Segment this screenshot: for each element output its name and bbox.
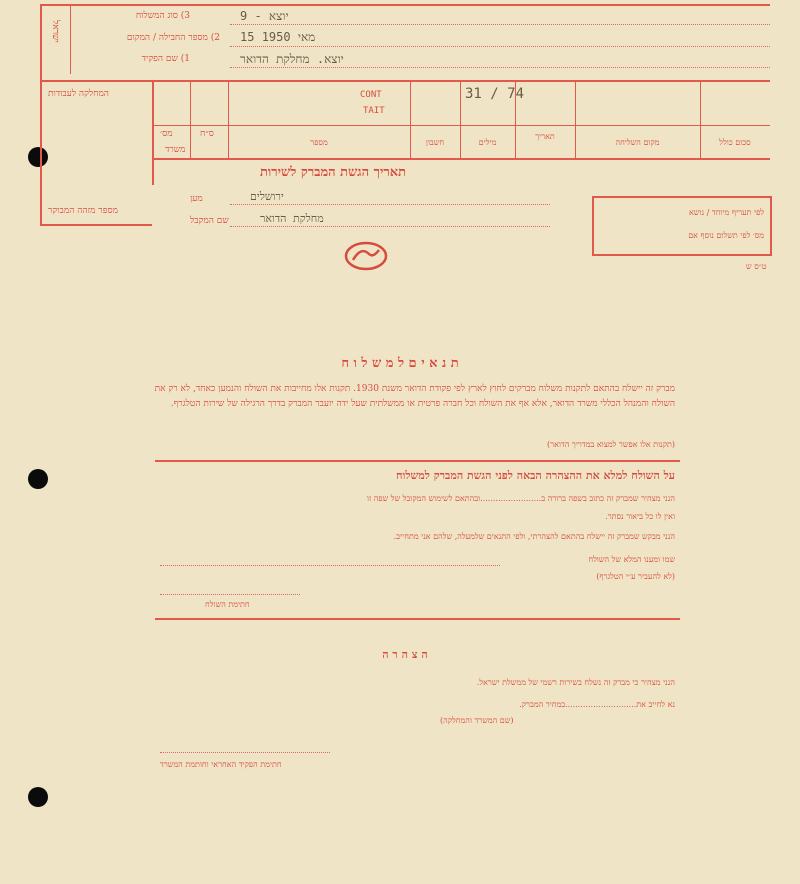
addr-label: שם המקבל xyxy=(190,216,229,226)
name-value: ירושלים xyxy=(250,190,284,203)
declaration-l1: הנני מצהיר שמברק זה כתוב בשפה ברורה ב........................ובהתאם לשימוש המקובל של שפה זו xyxy=(366,494,675,503)
stamp-box xyxy=(592,196,772,256)
date-col-top: CONT xyxy=(360,90,382,100)
vertical-label: ישראל xyxy=(50,20,60,43)
tsahara-l1: הנני מצהיר כי מברק זה נשלח בשירות רשמי של ממשלת ישראל. xyxy=(476,678,675,687)
sub-nr: מס׳ xyxy=(160,129,173,139)
bottom-cell-5: סכום כולל xyxy=(719,138,751,147)
office-label: משרד xyxy=(165,145,186,155)
declaration-l2: ואין לו כל ביאור נסתר. xyxy=(605,512,675,521)
main-title: תאריך הגשת המברק לשירות xyxy=(260,165,407,180)
bottom-cell-3: תאריך xyxy=(535,132,555,141)
date-value: 31 / 74 xyxy=(465,86,525,102)
declaration-l5: (לא להעביר ע״י הטלגרף) xyxy=(596,572,675,581)
declaration-title: על השולח למלא את ההצהרה הבאה לפני הגשת המברק למשלוח xyxy=(396,469,675,482)
tsahara-l2: נא לחייב את............................במחיר המברק. xyxy=(519,700,675,709)
postal-seal-icon xyxy=(343,240,389,272)
bottom-cell-4: מקום השליחה xyxy=(615,138,660,147)
declaration-l4: שמו ומענו המלא של השולח xyxy=(588,555,675,564)
top-row3-value: יוצא - 9 xyxy=(240,9,289,23)
top-row1-value: יוצא. מחלקת הדואר xyxy=(240,52,344,66)
declaration-sig: חתימת השולח xyxy=(205,600,250,609)
bottom-cell-0: מספר xyxy=(310,138,328,147)
punch-hole-bottom xyxy=(28,787,48,807)
conditions-title: ת נ א י ם ל מ ש ל ו ח xyxy=(341,356,459,371)
tsahara-l3: (שם המשרד והמחלקה) xyxy=(440,716,514,725)
date-col-sub: TAIT xyxy=(363,106,385,116)
top-row2-value: 15 מאי 1950 xyxy=(240,30,316,44)
bottom-cell-1: חשבון xyxy=(425,138,445,147)
tsahara-title: ה צ ה ר ה xyxy=(382,648,428,661)
tsahara-sig: חתימת הפקיד האחראי וחותמת המשרד xyxy=(160,760,282,769)
addr-value: מחלקת הדואר xyxy=(260,212,324,225)
form-code: ט״ס ש xyxy=(746,262,767,271)
bottom-cell-2: מילים xyxy=(478,138,497,147)
top-row2-label: 2) מספר החבילה / המקום xyxy=(126,33,220,43)
conditions-p1: מברק זה יישלח בהתאם לתקנות משלוח מברקים לחוץ לארץ לפי פקודת הדואר משנת 1930. תקנות אלו מחייבות את השולח והנמען כאחד, לא רק את השולח והמנהל הכללי משרד הדואר, אלא אף את השולח וכל חברה פרטית או ממשלתית שעל ידה יועבר המברק בדרך הרגילה של שירות הטלגרף. xyxy=(154,384,675,409)
stamp-line1: לפי תעריף מיוחד / נושא xyxy=(688,208,764,217)
declaration-l3: הנני מבקש שמברק זה יישלח בהתאם להצהרתי, ולפי התנאים שלמעלה, שלהם אני מתחייב. xyxy=(393,532,675,541)
side-label: מספר מזהה המבוקר xyxy=(48,206,118,216)
stamp-line2: מס׳ לפי תשלום נוסף אם xyxy=(688,231,764,240)
punch-hole-middle xyxy=(28,469,48,489)
punch-hole-top xyxy=(28,147,48,167)
header-left-label: המחלקה לעבודות xyxy=(48,89,109,99)
sub-ch: ס״ח xyxy=(200,129,214,139)
conditions-p2: (תקנות אלו אפשר למצוא במדריך הדואר) xyxy=(547,440,675,449)
name-label: מען xyxy=(190,194,203,204)
top-row1-label: 1) שם הפקיד xyxy=(141,54,190,64)
top-row3-label: 3) סוג המשלוח xyxy=(135,11,190,21)
